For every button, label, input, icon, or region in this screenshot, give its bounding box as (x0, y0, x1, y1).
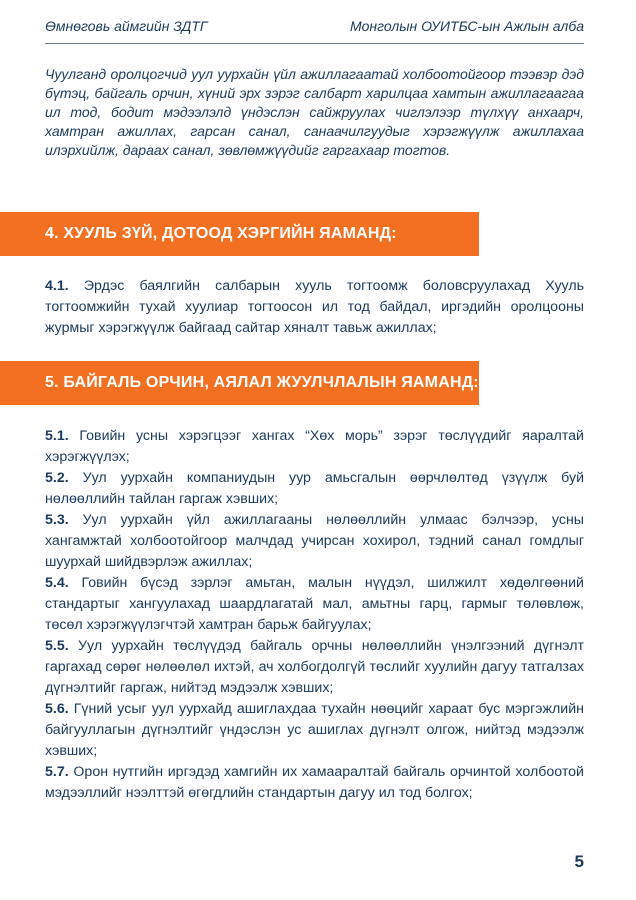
item-number: 5.2. (45, 470, 69, 486)
section-4-title: 4. ХУУЛЬ ЗҮЙ, ДОТООД ХЭРГИЙН ЯАМАНД: (45, 225, 397, 242)
item-text: Говийн бүсэд зэрлэг амьтан, малын нүүдэл, шилжилт хөдөлгөөний стандартыг хангуулахад шаардлагатай мал, амьтны гарц, гармыг төлөвлөж, төсөл хэрэгжүүлэгчтэй хамтран барьж байгуулах; (45, 575, 584, 633)
section-5-list (45, 426, 584, 804)
recommendation-5-7 (45, 762, 584, 804)
recommendation-5-1 (45, 426, 584, 468)
item-text: Эрдэс баялгийн салбарын хууль тогтоомж боловсруулахад Хууль тогтоомжийн тухай хуулиар тогтоосон ил тод байдал, иргэдийн оролцооны журмыг хэрэгжүүлж байгаад сайтар хяналт тавьж ажиллах; (45, 278, 584, 336)
item-text: Уул уурхайн компаниудын уур амьсгалын өөрчлөлтөд үзүүлж буй нөлөөллийн тайлан гаргаж хэвших; (45, 470, 584, 507)
item-text: Уул уурхайн төслүүдэд байгаль орчны нөлөөллийн үнэлгээний дүгнэлт гаргахад сөрөг нөлөөлөл ихтэй, ач холбогдолгүй төслийг хуулийн дагуу татгалзах дүгнэлтийг гаргаж, нийтэд мэдээлж хэвших; (45, 638, 584, 696)
recommendation-5-3 (45, 510, 584, 573)
recommendation-5-2 (45, 468, 584, 510)
recommendation-5-5 (45, 636, 584, 699)
item-number: 5.1. (45, 428, 69, 444)
recommendation-5-6 (45, 699, 584, 762)
item-text: Орон нутгийн иргэдэд хамгийн их хамааралтай байгаль орчинтой холбоотой мэдээллийг нээлттэй өгөгдлийн стандартын дагуу ил тод болгох; (45, 764, 584, 801)
header-left: Өмнөговь аймгийн ЗДТГ (45, 18, 208, 34)
item-number: 5.4. (45, 575, 69, 591)
item-number: 5.6. (45, 701, 69, 717)
header-divider (45, 43, 584, 44)
item-text: Гүний усыг уул уурхайд ашиглахдаа тухайн нөөцийг хараат бус мэргэжлийн байгууллагын дүгнэлтийг үндэслэн ус ашиглах дүгнэлт олгож, нийтэд мэдээлж хэвших; (45, 701, 584, 759)
running-header (45, 18, 584, 34)
page-number: 5 (574, 852, 584, 871)
section-5-heading (0, 361, 479, 405)
item-number: 5.7. (45, 764, 69, 780)
item-text: Говийн усны хэрэгцээг хангах “Хөх морь” зэрэг төслүүдийг яаралтай хэрэгжүүлэх; (45, 428, 584, 465)
item-number: 5.5. (45, 638, 69, 654)
item-number: 5.3. (45, 512, 69, 528)
header-right: Монголын ОУИТБС-ын Ажлын алба (349, 18, 584, 34)
intro-paragraph: Чуулганд оролцогчид уул уурхайн үйл ажиллагаатай холбоотойгоор тээвэр дэд бүтэц, байгаль орчин, хүний эрх зэрэг салбарт харилцаа хамтын ажиллагаагаа ил тод, бодит мэдээлэлд үндэслэн сайжруулах чиглэлээр түлхүү анхаарч, хамтран ажиллах, гарсан санал, санаачилгуудыг хэрэгжүүлж ажиллахаа илэрхийлж, дараах санал, зөвлөмжүүдийг гаргахаар тогтов. (45, 66, 584, 158)
item-text: Уул уурхайн үйл ажиллагааны нөлөөллийн улмаас бэлчээр, усны хангамжтай холбоотойгоор малчдад учирсан хохирол, тэдний санал гомдлыг шуурхай шийдвэрлэж ажиллах; (45, 512, 584, 570)
recommendation-4-1 (45, 276, 584, 339)
item-number: 4.1. (45, 278, 69, 294)
recommendation-5-4 (45, 573, 584, 636)
section-4-heading (0, 212, 479, 256)
section-5-title: 5. БАЙГАЛЬ ОРЧИН, АЯЛАЛ ЖУУЛЧЛАЛЫН ЯАМАНД: (45, 374, 479, 391)
